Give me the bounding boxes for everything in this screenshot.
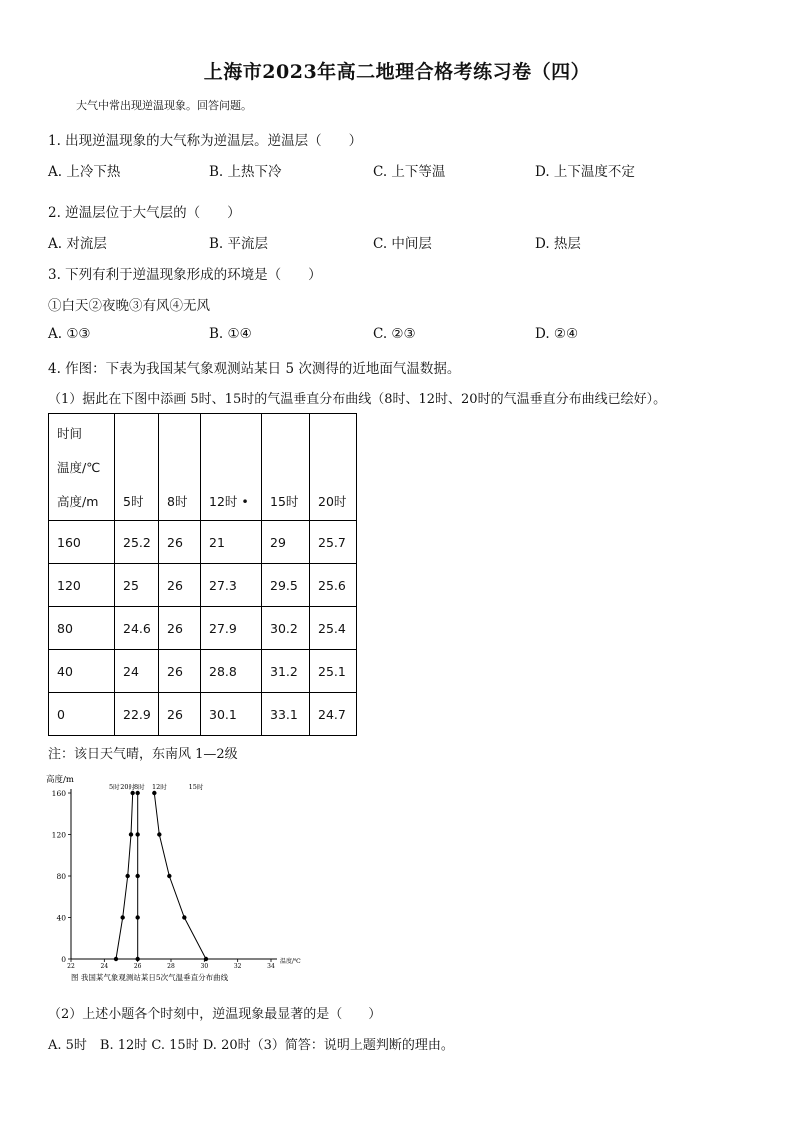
- x-tick-label: 30: [200, 963, 209, 970]
- y-axis-label: 高度/m: [46, 775, 74, 785]
- data-point: [120, 915, 124, 919]
- column-header: 12时 •: [201, 414, 262, 521]
- column-header: 20时: [310, 414, 357, 521]
- series-line: [154, 793, 206, 959]
- x-tick-label: 24: [100, 963, 109, 970]
- table-cell: 25.7: [310, 521, 357, 564]
- question-4-stem: 4. 作图：下表为我国某气象观测站某日 5 次测得的近地面气温数据。: [48, 361, 461, 377]
- q1-option-a[interactable]: A. 上冷下热: [48, 164, 121, 180]
- y-tick-label: 0: [61, 955, 66, 964]
- table-cell: 27.3: [201, 564, 262, 607]
- series-top-label: 12时: [151, 783, 167, 791]
- data-point: [130, 791, 134, 795]
- intro-text: 大气中常出现逆温现象。回答问题。: [76, 99, 252, 112]
- series-line: [116, 793, 133, 959]
- table-cell: 28.8: [201, 650, 262, 693]
- row-height: 160: [49, 521, 115, 564]
- table-cell: 26: [159, 693, 201, 736]
- page-title: 上海市2023年高二地理合格考练习卷（四）: [203, 61, 591, 83]
- table-cell: 25.1: [310, 650, 357, 693]
- y-tick-label: 120: [51, 830, 66, 840]
- table-cell: 29.5: [262, 564, 310, 607]
- q2-option-b[interactable]: B. 平流层: [209, 236, 269, 252]
- table-cell: 33.1: [262, 693, 310, 736]
- table-note: 注：该日天气晴，东南风 1—2级: [48, 747, 238, 762]
- series-top-label: 15时: [188, 783, 204, 791]
- column-header: 15时: [262, 414, 310, 521]
- q3-option-d[interactable]: D. ②④: [535, 326, 579, 342]
- table-cell: 25.6: [310, 564, 357, 607]
- temperature-table: [48, 413, 357, 736]
- x-tick-label: 28: [167, 963, 175, 970]
- question-2-stem: 2. 逆温层位于大气层的（ ）: [48, 205, 241, 221]
- data-point: [129, 832, 133, 836]
- q2-option-a[interactable]: A. 对流层: [48, 236, 107, 252]
- table-cell: 24.6: [115, 607, 159, 650]
- header-temp-label: 温度/℃: [57, 460, 101, 475]
- y-tick-label: 40: [56, 913, 66, 923]
- question-3-stem: 3. 下列有利于逆温现象形成的环境是（ ）: [48, 267, 322, 283]
- table-row: [49, 521, 357, 564]
- table-row: [49, 564, 357, 607]
- q3-option-b[interactable]: B. ①④: [209, 326, 252, 342]
- x-tick-label: 26: [133, 963, 142, 970]
- table-corner-header: [49, 414, 115, 521]
- row-height: 120: [49, 564, 115, 607]
- series-top-label: 20时: [120, 783, 136, 791]
- chart-caption: 图 我国某气象观测站某日5次气温垂直分布曲线: [71, 973, 229, 982]
- q1-option-d[interactable]: D. 上下温度不定: [535, 164, 635, 180]
- row-height: 40: [49, 650, 115, 693]
- question-1-stem: 1. 出现逆温现象的大气称为逆温层。逆温层（ ）: [48, 133, 363, 149]
- table-cell: 29: [262, 521, 310, 564]
- table-cell: 22.9: [115, 693, 159, 736]
- q3-conditions: ①白天②夜晚③有风④无风: [48, 298, 210, 314]
- table-row: [49, 693, 357, 736]
- table-cell: 27.9: [201, 607, 262, 650]
- data-point: [135, 832, 139, 836]
- data-point: [135, 915, 139, 919]
- data-point: [204, 957, 208, 961]
- question-4-sub1: （1）据此在下图中添画 5时、15时的气温垂直分布曲线（8时、12时、20时的气温垂直分布曲线已绘好）。: [48, 392, 667, 407]
- q3-option-a[interactable]: A. ①③: [48, 326, 91, 342]
- data-point: [182, 915, 186, 919]
- data-point: [135, 874, 139, 878]
- table-row: [49, 607, 357, 650]
- table-cell: 26: [159, 564, 201, 607]
- question-4-sub2-options[interactable]: A. 5时 B. 12时 C. 15时 D. 20时（3）简答：说明上题判断的理由。: [48, 1038, 454, 1053]
- table-cell: 26: [159, 521, 201, 564]
- row-height: 80: [49, 607, 115, 650]
- y-tick-label: 160: [51, 789, 66, 798]
- data-point: [135, 957, 139, 961]
- header-time-label: 时间: [57, 426, 83, 441]
- q3-option-c[interactable]: C. ②③: [373, 326, 416, 342]
- table-cell: 26: [159, 607, 201, 650]
- series-top-label: 8时: [134, 783, 145, 791]
- column-header: 5时: [115, 414, 159, 521]
- table-cell: 21: [201, 521, 262, 564]
- header-height-label: 高度/m: [57, 494, 99, 509]
- table-cell: 30.2: [262, 607, 310, 650]
- y-tick-label: 80: [56, 872, 66, 881]
- data-point: [125, 874, 129, 878]
- table-cell: 24: [115, 650, 159, 693]
- data-point: [114, 957, 118, 961]
- q1-option-c[interactable]: C. 上下等温: [373, 164, 446, 180]
- table-cell: 25.4: [310, 607, 357, 650]
- question-4-sub2: （2）上述小题各个时刻中，逆温现象最显著的是（ ）: [48, 1007, 382, 1022]
- data-point: [157, 832, 161, 836]
- data-point: [167, 874, 171, 878]
- x-tick-label: 34: [267, 963, 275, 970]
- x-tick-label: 22: [67, 963, 75, 970]
- table-cell: 25.2: [115, 521, 159, 564]
- temperature-profile-chart: [40, 768, 330, 990]
- table-row: [49, 650, 357, 693]
- x-axis-label: 温度/℃: [280, 958, 301, 965]
- q1-option-b[interactable]: B. 上热下冷: [209, 164, 282, 180]
- series-top-label: 5时: [109, 783, 120, 791]
- column-header: 8时: [159, 414, 201, 521]
- data-point: [152, 791, 156, 795]
- table-cell: 24.7: [310, 693, 357, 736]
- table-cell: 25: [115, 564, 159, 607]
- x-tick-label: 32: [233, 963, 242, 970]
- table-cell: 31.2: [262, 650, 310, 693]
- q2-option-c[interactable]: C. 中间层: [373, 236, 432, 252]
- table-cell: 26: [159, 650, 201, 693]
- row-height: 0: [49, 693, 115, 736]
- data-point: [135, 791, 139, 795]
- table-cell: 30.1: [201, 693, 262, 736]
- q2-option-d[interactable]: D. 热层: [535, 236, 581, 252]
